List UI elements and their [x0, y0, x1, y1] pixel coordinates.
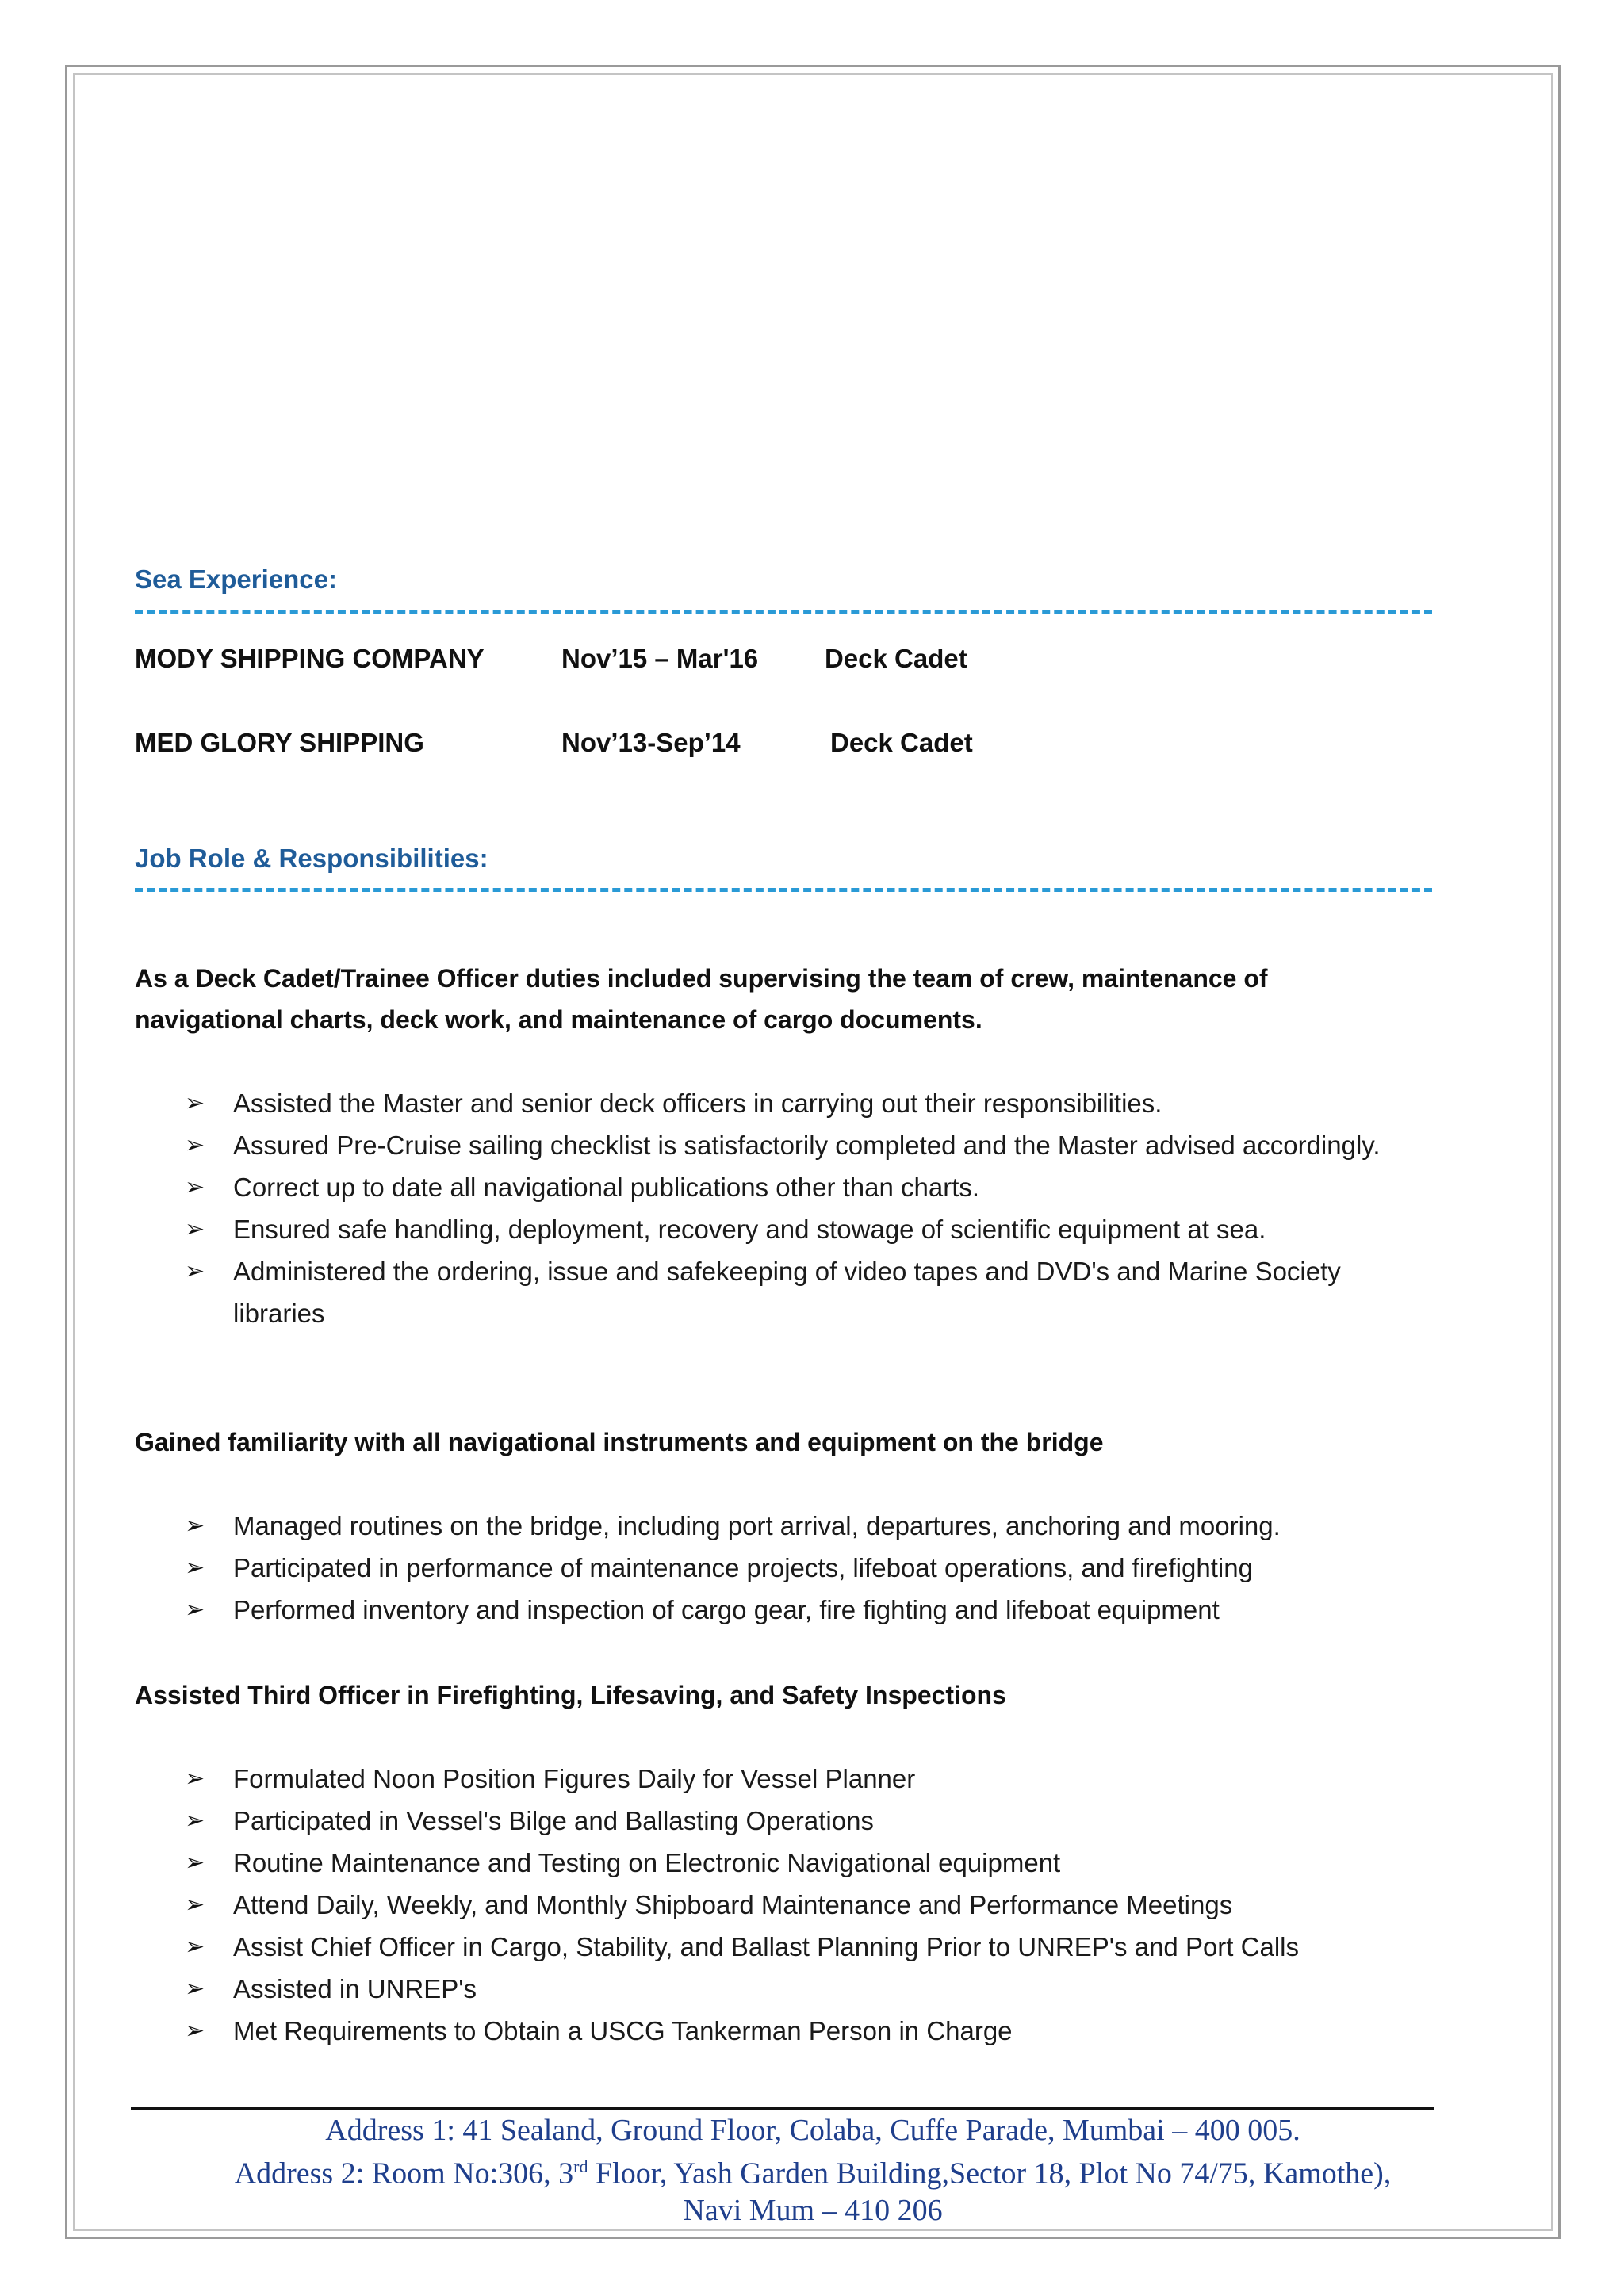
- list-item: ➢ Routine Maintenance and Testing on Electronic Navigational equipment: [135, 1842, 1435, 1884]
- arrow-bullet-icon: ➢: [185, 1808, 205, 1834]
- arrow-bullet-icon: ➢: [185, 1850, 205, 1876]
- bullet-list-safety: [135, 1758, 1435, 2052]
- arrow-bullet-icon: ➢: [185, 1892, 205, 1918]
- job-role-divider: [135, 888, 1432, 892]
- list-item: ➢ Formulated Noon Position Figures Daily for Vessel Planner: [135, 1758, 1435, 1800]
- address-line-2: Address 2: Room No:306, 3rd Floor, Yash Garden Building,Sector 18, Plot No 74/75, Kamothe),: [234, 2156, 1392, 2191]
- experience-period: Nov’13-Sep’14: [561, 728, 741, 757]
- list-item: ➢ Assured Pre-Cruise sailing checklist is satisfactorily completed and the Master advised accordingly.: [135, 1124, 1435, 1166]
- list-item: ➢ Administered the ordering, issue and safekeeping of video tapes and DVD's and Marine Society libraries: [135, 1250, 1435, 1334]
- experience-role: Deck Cadet: [830, 728, 973, 757]
- arrow-bullet-icon: ➢: [185, 1513, 205, 1539]
- list-item: ➢ Correct up to date all navigational publications other than charts.: [135, 1166, 1435, 1208]
- list-item: ➢ Performed inventory and inspection of cargo gear, fire fighting and lifeboat equipment: [135, 1589, 1435, 1631]
- section-heading-navigation: Gained familiarity with all navigational instruments and equipment on the bridge: [135, 1428, 1104, 1456]
- list-item: ➢ Participated in Vessel's Bilge and Ballasting Operations: [135, 1800, 1435, 1842]
- arrow-bullet-icon: ➢: [185, 1216, 205, 1242]
- footer-address: [65, 2112, 1561, 2229]
- experience-role: Deck Cadet: [825, 644, 967, 673]
- list-item: ➢ Met Requirements to Obtain a USCG Tankerman Person in Charge: [135, 2010, 1435, 2052]
- arrow-bullet-icon: ➢: [185, 1090, 205, 1116]
- section-heading-safety: Assisted Third Officer in Firefighting, Lifesaving, and Safety Inspections: [135, 1681, 1006, 1709]
- arrow-bullet-icon: ➢: [185, 1132, 205, 1158]
- list-item: ➢ Assisted in UNREP's: [135, 1968, 1435, 2010]
- address-line-1: Address 1: 41 Sealand, Ground Floor, Colaba, Cuffe Parade, Mumbai – 400 005.: [325, 2114, 1300, 2147]
- list-item: ➢ Assisted the Master and senior deck officers in carrying out their responsibilities.: [135, 1082, 1435, 1124]
- arrow-bullet-icon: ➢: [185, 1934, 205, 1960]
- experience-period: Nov’15 – Mar'16: [561, 644, 759, 673]
- arrow-bullet-icon: ➢: [185, 1766, 205, 1792]
- job-role-heading: Job Role & Responsibilities:: [135, 844, 488, 873]
- experience-company: MODY SHIPPING COMPANY: [135, 644, 485, 673]
- experience-company: MED GLORY SHIPPING: [135, 728, 424, 757]
- list-item: ➢ Attend Daily, Weekly, and Monthly Shipboard Maintenance and Performance Meetings: [135, 1884, 1435, 1926]
- bullet-list-bridge: [135, 1505, 1435, 1631]
- job-role-intro-line: As a Deck Cadet/Trainee Officer duties included supervising the team of crew, maintenance of: [135, 964, 1268, 993]
- bullet-list-duties: [135, 1082, 1435, 1334]
- list-item: ➢ Ensured safe handling, deployment, recovery and stowage of scientific equipment at sea.: [135, 1208, 1435, 1250]
- arrow-bullet-icon: ➢: [185, 1597, 205, 1623]
- sea-experience-divider: [135, 610, 1432, 614]
- sea-experience-heading: Sea Experience:: [135, 564, 337, 594]
- address-line-3: Navi Mum – 410 206: [683, 2193, 943, 2227]
- list-item: ➢ Assist Chief Officer in Cargo, Stability, and Ballast Planning Prior to UNREP's and Port Calls: [135, 1926, 1435, 1968]
- arrow-bullet-icon: ➢: [185, 1976, 205, 2002]
- arrow-bullet-icon: ➢: [185, 2018, 205, 2044]
- arrow-bullet-icon: ➢: [185, 1555, 205, 1581]
- arrow-bullet-icon: ➢: [185, 1174, 205, 1200]
- list-item: ➢ Managed routines on the bridge, including port arrival, departures, anchoring and mooring.: [135, 1505, 1435, 1547]
- arrow-bullet-icon: ➢: [185, 1258, 205, 1284]
- job-role-intro-line: navigational charts, deck work, and maintenance of cargo documents.: [135, 1005, 982, 1034]
- job-role-intro: [135, 958, 1435, 1040]
- footer-divider: [131, 2107, 1434, 2110]
- list-item: ➢ Participated in performance of maintenance projects, lifeboat operations, and firefighting: [135, 1547, 1435, 1589]
